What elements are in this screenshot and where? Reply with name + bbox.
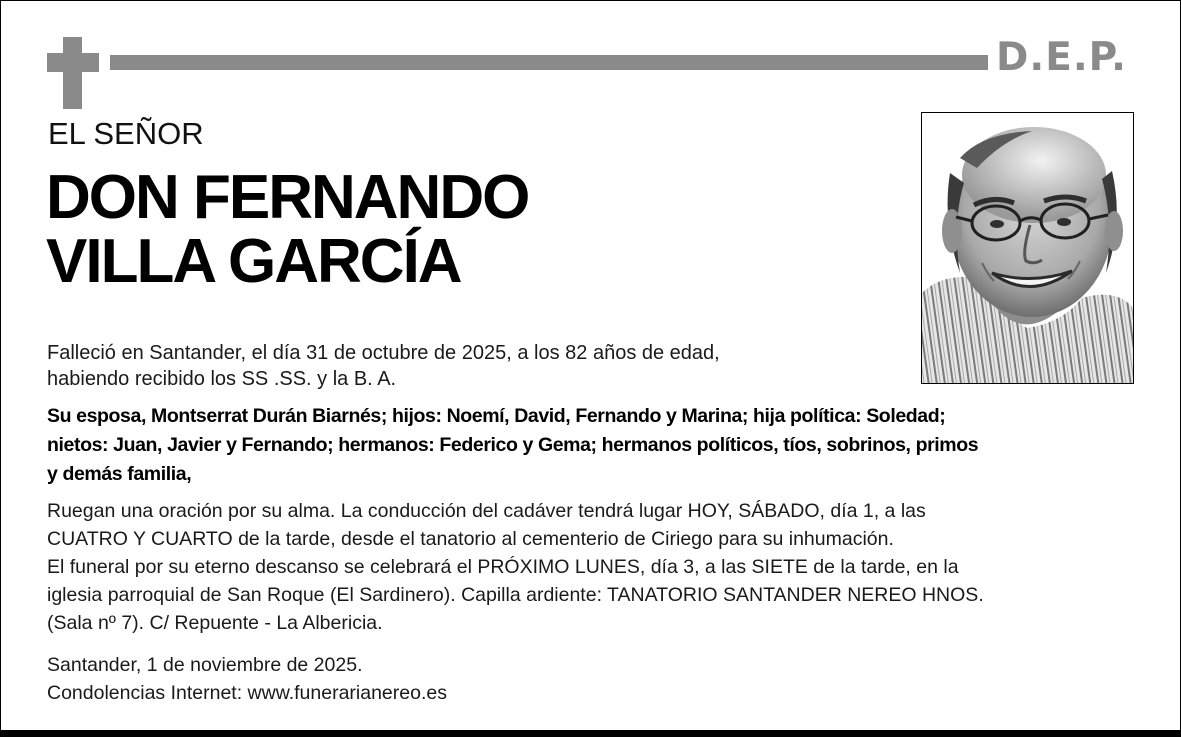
service-line: iglesia parroquial de San Roque (El Sardinero). Capilla ardiente: TANATORIO SANTANDER NEREO HNOS. bbox=[47, 584, 984, 606]
family-line: Su esposa, Montserrat Durán Biarnés; hijos: Noemí, David, Fernando y Marina; hija política: Soledad; bbox=[47, 405, 946, 427]
cross-icon bbox=[47, 37, 99, 109]
deceased-name bbox=[46, 163, 529, 296]
header-rule bbox=[110, 55, 988, 70]
service-line: Ruegan una oración por su alma. La conducción del cadáver tendrá lugar HOY, SÁBADO, día 1, a las bbox=[47, 500, 926, 522]
bottom-rule bbox=[0, 730, 1181, 737]
notice-footer bbox=[47, 651, 447, 707]
family-line: nietos: Juan, Javier y Fernando; hermanos: Federico y Gema; hermanos políticos, tíos, sobrinos, primos bbox=[47, 434, 979, 456]
deceased-name-line-1: DON FERNANDO bbox=[46, 163, 529, 232]
condolences-link[interactable]: Condolencias Internet: www.funerarianereo.es bbox=[47, 682, 447, 704]
service-line: El funeral por su eterno descanso se celebrará el PRÓXIMO LUNES, día 3, a las SIETE de la tarde, en la bbox=[47, 556, 959, 578]
service-line: CUATRO Y CUARTO de la tarde, desde el tanatorio al cementerio de Ciriego para su inhumación. bbox=[47, 528, 894, 550]
portrait-photo bbox=[921, 112, 1134, 384]
service-details bbox=[47, 497, 984, 637]
place-date: Santander, 1 de noviembre de 2025. bbox=[47, 654, 363, 676]
service-line: (Sala nº 7). C/ Repuente - La Albericia. bbox=[47, 612, 383, 634]
death-notice-line: Falleció en Santander, el día 31 de octubre de 2025, a los 82 años de edad, bbox=[47, 342, 720, 364]
honorific: EL SEÑOR bbox=[48, 116, 204, 151]
family-line: y demás familia, bbox=[47, 463, 192, 485]
death-notice-line: habiendo recibido los SS .SS. y la B. A. bbox=[47, 368, 397, 390]
death-notice bbox=[47, 340, 720, 392]
dep-abbreviation: D.E.P. bbox=[996, 35, 1127, 80]
deceased-name-line-2: VILLA GARCÍA bbox=[46, 227, 461, 296]
family-list bbox=[47, 402, 978, 489]
